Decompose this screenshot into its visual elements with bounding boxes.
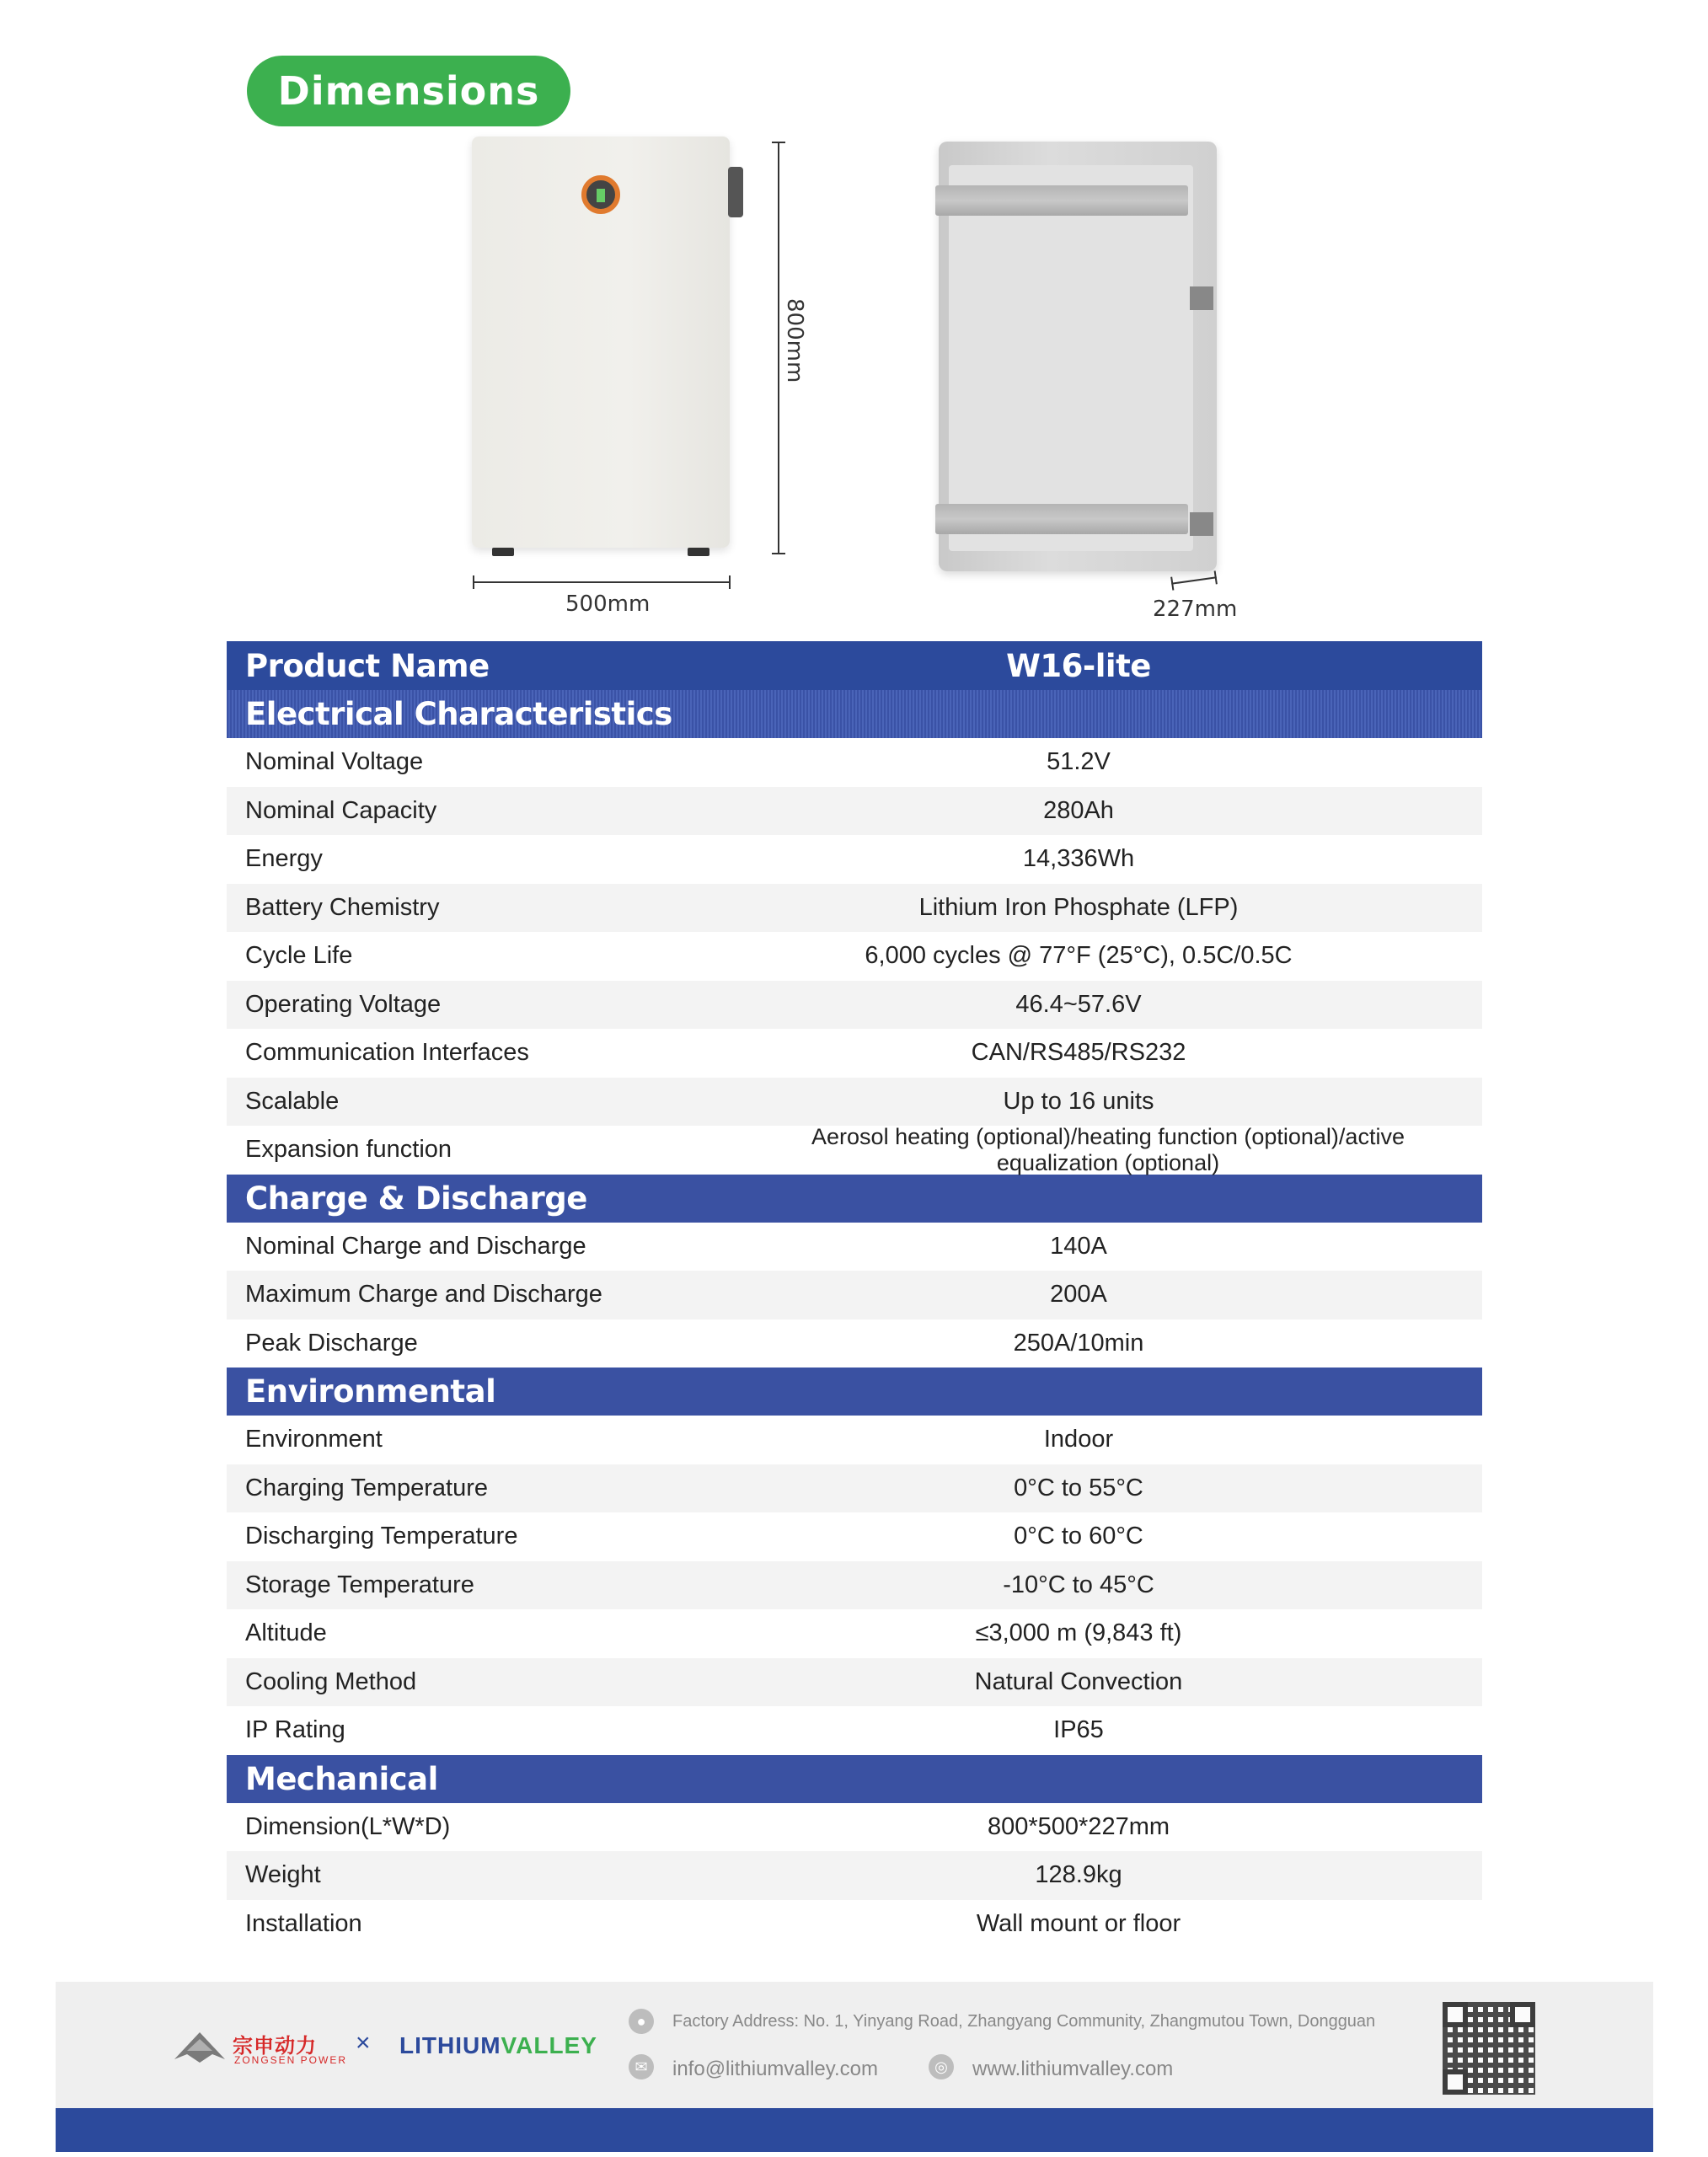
environmental-rows xyxy=(227,1416,1482,1755)
table-row xyxy=(227,1609,1482,1658)
spec-value: 800*500*227mm xyxy=(987,1812,1170,1840)
globe-icon: ◎ xyxy=(929,2054,954,2079)
spec-value: 0°C to 60°C xyxy=(1014,1523,1143,1550)
spec-value: IP65 xyxy=(1053,1716,1104,1744)
spec-value: Up to 16 units xyxy=(1003,1087,1154,1115)
height-label: 800mm xyxy=(782,298,807,383)
brand1-subtitle: ZONGSEN POWER xyxy=(234,2054,348,2066)
spec-value: Wall mount or floor xyxy=(976,1909,1181,1937)
dimensions-title: Dimensions xyxy=(247,56,570,126)
battery-foot xyxy=(492,548,514,556)
spec-value: 280Ah xyxy=(1043,796,1114,824)
spec-key: Expansion function xyxy=(245,1136,452,1164)
zongshen-logo-icon xyxy=(170,2026,229,2068)
section-mechanical: Mechanical xyxy=(227,1755,1482,1803)
spec-key: Cycle Life xyxy=(245,942,353,970)
width-label: 500mm xyxy=(565,591,651,617)
brand-separator: × xyxy=(356,2029,371,2057)
section-charge-discharge: Charge & Discharge xyxy=(227,1175,1482,1223)
email-link[interactable]: info@lithiumvalley.com xyxy=(672,2058,878,2080)
table-row xyxy=(227,1900,1482,1949)
spec-key: Installation xyxy=(245,1909,362,1937)
spec-value: 200A xyxy=(1050,1281,1107,1309)
spec-value: ≤3,000 m (9,843 ft) xyxy=(975,1619,1182,1647)
spec-value: 6,000 cycles @ 77°F (25°C), 0.5C/0.5C xyxy=(865,942,1293,970)
factory-address: Factory Address: No. 1, Yinyang Road, Zhangyang Community, Zhangmutou Town, Dongguan xyxy=(672,2012,1376,2031)
spec-value: Natural Convection xyxy=(974,1667,1183,1695)
table-row xyxy=(227,1223,1482,1271)
spec-key: Communication Interfaces xyxy=(245,1039,529,1067)
spec-key: Nominal Capacity xyxy=(245,796,437,824)
qr-corner xyxy=(1443,2069,1468,2095)
electrical-rows xyxy=(227,738,1482,1175)
spec-value: Aerosol heating (optional)/heating function (optional)/active equalization (optional) xyxy=(811,1123,1405,1175)
table-row xyxy=(227,1706,1482,1755)
spec-key: Scalable xyxy=(245,1087,340,1115)
qr-corner xyxy=(1443,2002,1468,2027)
email-icon: ✉ xyxy=(629,2054,654,2079)
spec-value: 140A xyxy=(1050,1232,1107,1260)
spec-value: -10°C to 45°C xyxy=(1003,1571,1154,1598)
table-row xyxy=(227,1464,1482,1513)
spec-value: CAN/RS485/RS232 xyxy=(971,1039,1186,1067)
section-electrical: Electrical Characteristics xyxy=(227,690,1482,738)
spec-key: Storage Temperature xyxy=(245,1571,474,1598)
section-environmental: Environmental xyxy=(227,1368,1482,1416)
table-header xyxy=(227,641,1482,690)
spec-key: Weight xyxy=(245,1861,321,1889)
spec-key: Environment xyxy=(245,1426,383,1453)
table-row xyxy=(227,1078,1482,1127)
spec-value: 46.4~57.6V xyxy=(1015,990,1142,1018)
spec-value: 250A/10min xyxy=(1013,1329,1144,1357)
handle-slot xyxy=(1190,286,1213,310)
table-row xyxy=(227,1029,1482,1078)
table-row xyxy=(227,1123,1482,1175)
table-row xyxy=(227,787,1482,836)
spec-value: 14,336Wh xyxy=(1022,845,1135,873)
table-row xyxy=(227,932,1482,981)
mechanical-rows xyxy=(227,1803,1482,1949)
battery-front-image xyxy=(472,136,730,548)
product-name-label: Product Name xyxy=(245,647,490,684)
brand1-name: 宗申动力 xyxy=(233,2035,317,2058)
qr-code xyxy=(1443,2002,1535,2095)
footer-bar xyxy=(56,2108,1653,2152)
depth-label: 227mm xyxy=(1153,597,1238,622)
table-row xyxy=(227,1658,1482,1707)
product-name-value: W16-lite xyxy=(1006,647,1151,684)
spec-key: Battery Chemistry xyxy=(245,893,440,921)
battery-foot xyxy=(688,548,709,556)
spec-value: 0°C to 55°C xyxy=(1014,1474,1143,1501)
table-row xyxy=(227,738,1482,787)
charge-rows xyxy=(227,1223,1482,1368)
brand2-part-b: VALLEY xyxy=(501,2032,597,2058)
table-row xyxy=(227,884,1482,933)
lithium-valley-logo xyxy=(399,2032,597,2059)
spec-key: Charging Temperature xyxy=(245,1474,489,1501)
power-button-icon xyxy=(581,175,620,214)
brand2-part-a: LITHIUM xyxy=(399,2032,501,2058)
spec-value: Lithium Iron Phosphate (LFP) xyxy=(918,893,1239,921)
table-row xyxy=(227,1512,1482,1561)
table-row xyxy=(227,1803,1482,1852)
spec-key: Maximum Charge and Discharge xyxy=(245,1281,602,1309)
spec-value: 128.9kg xyxy=(1035,1861,1122,1889)
spec-key: Discharging Temperature xyxy=(245,1523,518,1550)
spec-value: 51.2V xyxy=(1047,748,1111,776)
spec-key: Operating Voltage xyxy=(245,990,442,1018)
mounting-rail xyxy=(935,185,1188,216)
qr-corner xyxy=(1510,2002,1535,2027)
mounting-rail xyxy=(935,504,1188,534)
handle-slot xyxy=(1190,512,1213,536)
table-row xyxy=(227,1561,1482,1610)
spec-key: Nominal Charge and Discharge xyxy=(245,1232,586,1260)
side-port xyxy=(728,167,743,217)
width-dimension-line xyxy=(473,581,731,583)
depth-dimension-line xyxy=(1171,576,1217,584)
table-row xyxy=(227,1416,1482,1464)
battery-back-image xyxy=(939,142,1217,571)
height-dimension-line xyxy=(778,142,779,554)
spec-key: Energy xyxy=(245,845,323,873)
table-row xyxy=(227,1319,1482,1368)
back-panel xyxy=(949,165,1193,551)
spec-key: Dimension(L*W*D) xyxy=(245,1812,451,1840)
spec-key: Altitude xyxy=(245,1619,327,1647)
spec-key: Nominal Voltage xyxy=(245,748,424,776)
spec-key: Peak Discharge xyxy=(245,1329,418,1357)
spec-table xyxy=(227,641,1482,1948)
table-row xyxy=(227,981,1482,1030)
table-row xyxy=(227,1271,1482,1319)
location-icon: ● xyxy=(629,2009,654,2034)
spec-value: Indoor xyxy=(1043,1426,1114,1453)
table-row xyxy=(227,1851,1482,1900)
table-row xyxy=(227,835,1482,884)
footer xyxy=(56,1982,1653,2108)
spec-key: Cooling Method xyxy=(245,1667,417,1695)
spec-key: IP Rating xyxy=(245,1716,345,1744)
website-link[interactable]: www.lithiumvalley.com xyxy=(972,2058,1174,2080)
